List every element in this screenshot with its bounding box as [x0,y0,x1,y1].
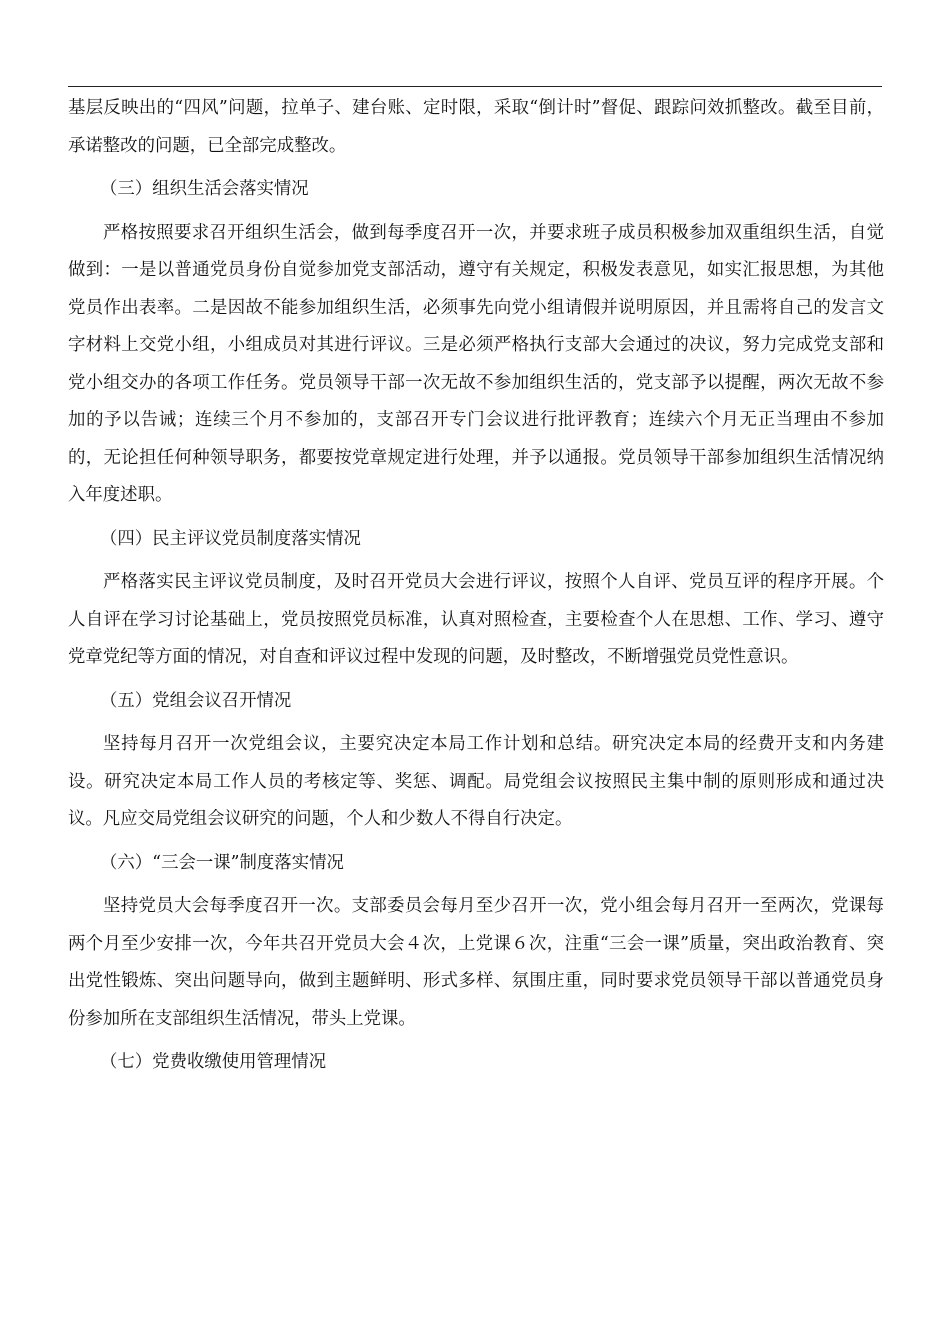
header-rule [68,86,882,87]
section-body-4: 严格落实民主评议党员制度，及时召开党员大会进行评议，按照个人自评、党员互评的程序开展。个人自评在学习讨论基础上，党员按照党员标准，认真对照检查，主要检查个人在思想、工作、学习、遵守党章党纪等方面的情况，对自查和评议过程中发现的问题，及时整改，不断增强党员党性意识。 [68,572,884,667]
section-body-3: 严格按照要求召开组织生活会，做到每季度召开一次，并要求班子成员积极参加双重组织生活，自觉做到：一是以普通党员身份自觉参加党支部活动，遵守有关规定，积极发表意见，如实汇报思想，为其他党员作出表率。二是因故不能参加组织生活，必须事先向党小组请假并说明原因，并且需将自己的发言文字材料上交党小组，小组成员对其进行评议。三是必须严格执行支部大会通过的决议，努力完成党支部和党小组交办的各项工作任务。党员领导干部一次无故不参加组织生活的，党支部予以提醒，两次无故不参加的予以告诫；连续三个月不参加的，支部召开专门会议进行批评教育；连续六个月无正当理由不参加的，无论担任何种领导职务，都要按党章规定进行处理，并予以通报。党员领导干部参加组织生活情况纳入年度述职。 [68,222,884,505]
section-body-5: 坚持每月召开一次党组会议，主要究决定本局工作计划和总结。研究决定本局的经费开支和内务建设。研究决定本局工作人员的考核定等、奖惩、调配。局党组会议按照民主集中制的原则形成和通过决议。凡应交局党组会议研究的问题，个人和少数人不得自行决定。 [68,734,884,829]
section-heading-7: （七）党费收缴使用管理情况 [100,1052,327,1072]
section-heading-3: （三）组织生活会落实情况 [100,179,309,199]
section-body-6: 坚持党员大会每季度召开一次。支部委员会每月至少召开一次，党小组会每月召开一至两次，党课每两个月至少安排一次，今年共召开党员大会４次，上党课６次，注重“三会一课”质量，突出政治教育、突出党性锻炼、突出问题导向，做到主题鲜明、形式多样、氛围庄重，同时要求党员领导干部以普通党员身份参加所在支部组织生活情况，带头上党课。 [68,896,884,1029]
section-heading-4: （四）民主评议党员制度落实情况 [100,528,361,549]
section-heading-5: （五）党组会议召开情况 [100,690,292,711]
intro-paragraph: 基层反映出的“四风”问题，拉单子、建台账、定时限，采取“倒计时”督促、跟踪问效抓整改。截至目前，承诺整改的问题，已全部完成整改。 [68,98,884,156]
section-heading-6: （六）“三会一课”制度落实情况 [100,852,344,873]
document-content [68,90,884,1088]
